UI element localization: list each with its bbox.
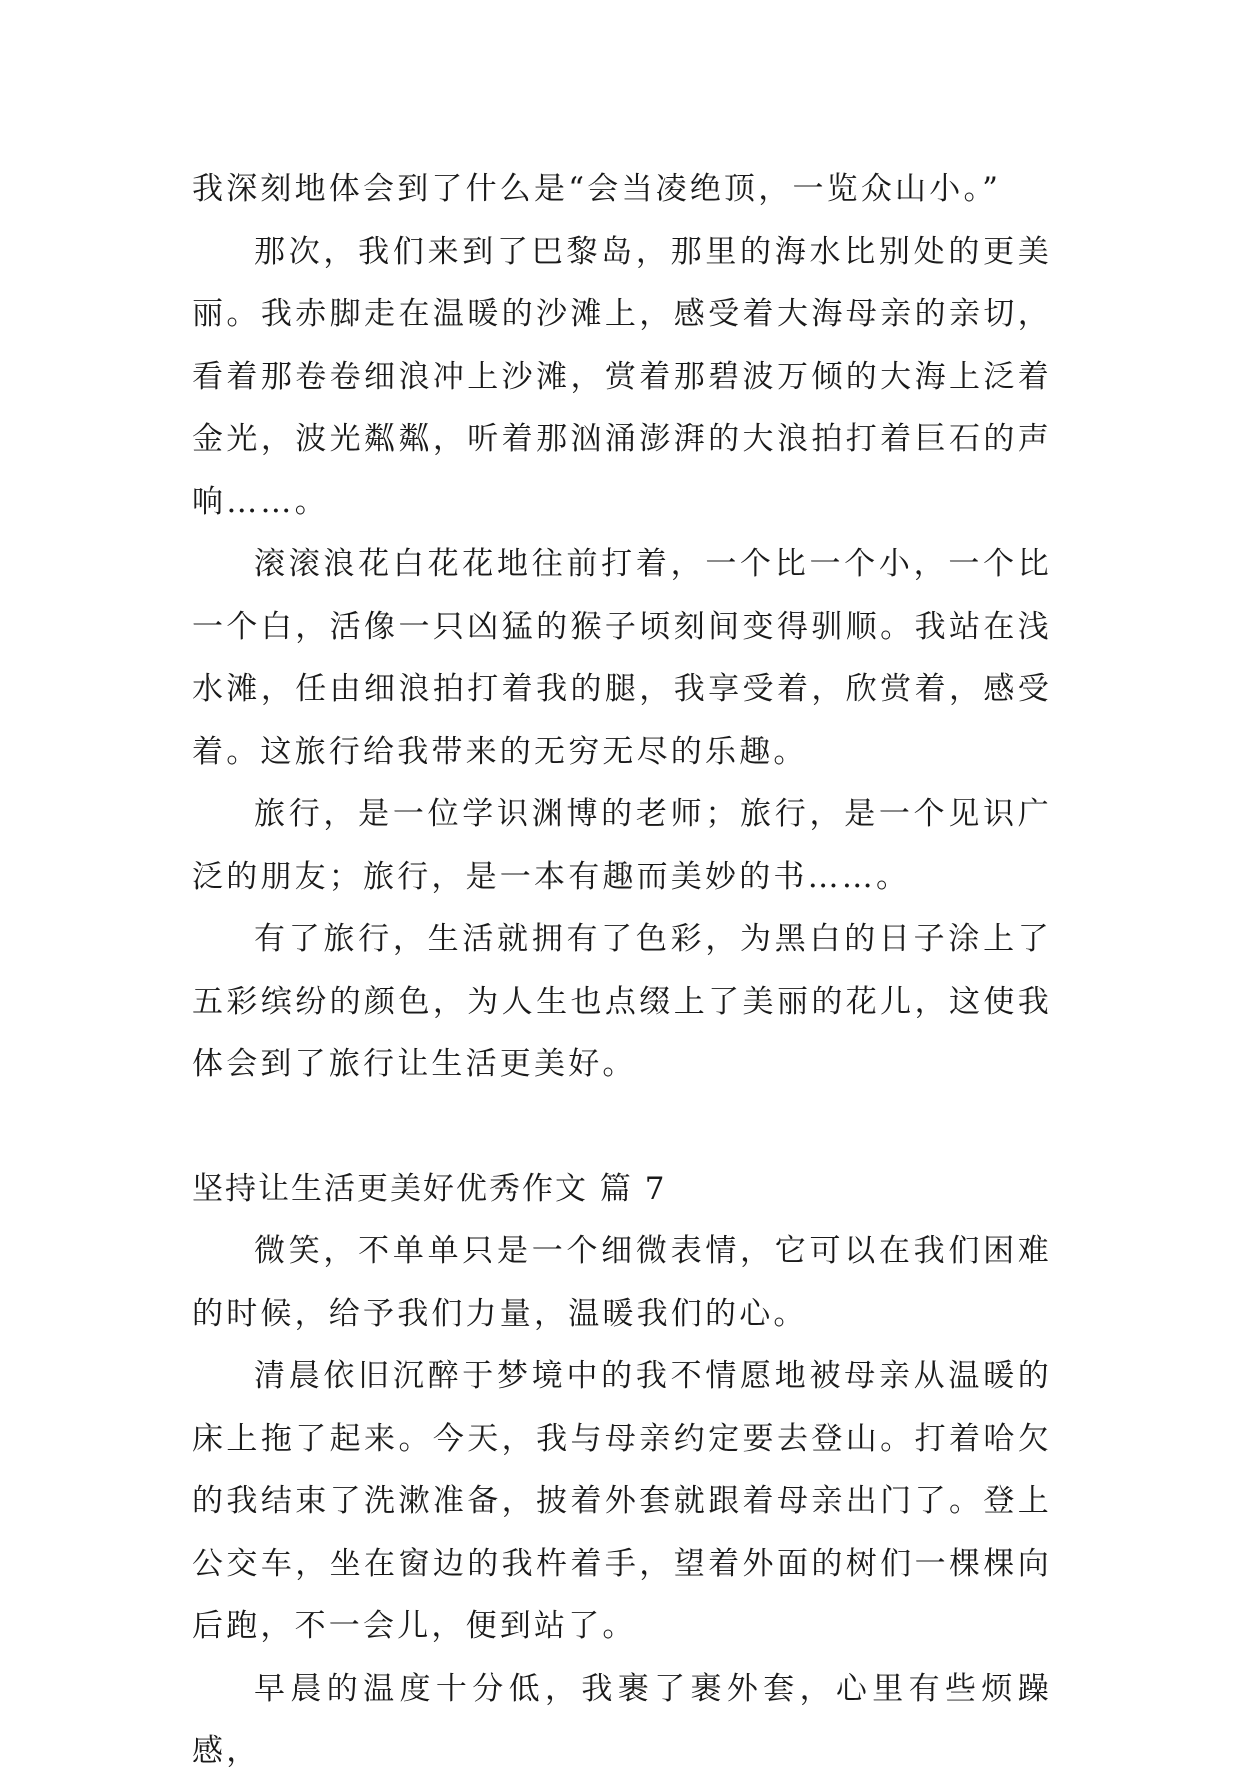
document-body — [192, 158, 1052, 1783]
paragraph: 旅行，是一位学识渊博的老师；旅行，是一个见识广泛的朋友；旅行，是一本有趣而美妙的书……。 — [192, 796, 1052, 895]
paragraph: 微笑，不单单只是一个细微表情，它可以在我们困难的时候，给予我们力量，温暖我们的心。 — [192, 1233, 1052, 1332]
paragraph: 那次，我们来到了巴黎岛，那里的海水比别处的更美丽。我赤脚走在温暖的沙滩上，感受着大海母亲的亲切，看着那卷卷细浪冲上沙滩，赏着那碧波万倾的大海上泛着金光，波光粼粼，听着那汹涌澎湃的大浪拍打着巨石的声响……。 — [192, 233, 1052, 520]
section-heading: 坚持让生活更美好优秀作文 篇 7 — [192, 1170, 667, 1207]
paragraph: 清晨依旧沉醉于梦境中的我不情愿地被母亲从温暖的床上拖了起来。今天，我与母亲约定要去登山。打着哈欠的我结束了洗漱准备，披着外套就跟着母亲出门了。登上公交车，坐在窗边的我杵着手，望着外面的树们一棵棵向后跑，不一会儿，便到站了。 — [192, 1358, 1052, 1644]
paragraph: 早晨的温度十分低，我裹了裹外套，心里有些烦躁感， — [192, 1670, 1052, 1769]
paragraph: 有了旅行，生活就拥有了色彩，为黑白的日子涂上了五彩缤纷的颜色，为人生也点缀上了美丽的花儿，这使我体会到了旅行让生活更美好。 — [192, 921, 1052, 1082]
paragraph: 滚滚浪花白花花地往前打着，一个比一个小，一个比一个白，活像一只凶猛的猴子顷刻间变得驯顺。我站在浅水滩，任由细浪拍打着我的腿，我享受着，欣赏着，感受着。这旅行给我带来的无穷无尽的乐趣。 — [192, 546, 1052, 770]
paragraph-continuation: 我深刻地体会到了什么是“会当凌绝顶，一览众山小。” — [192, 171, 1002, 207]
